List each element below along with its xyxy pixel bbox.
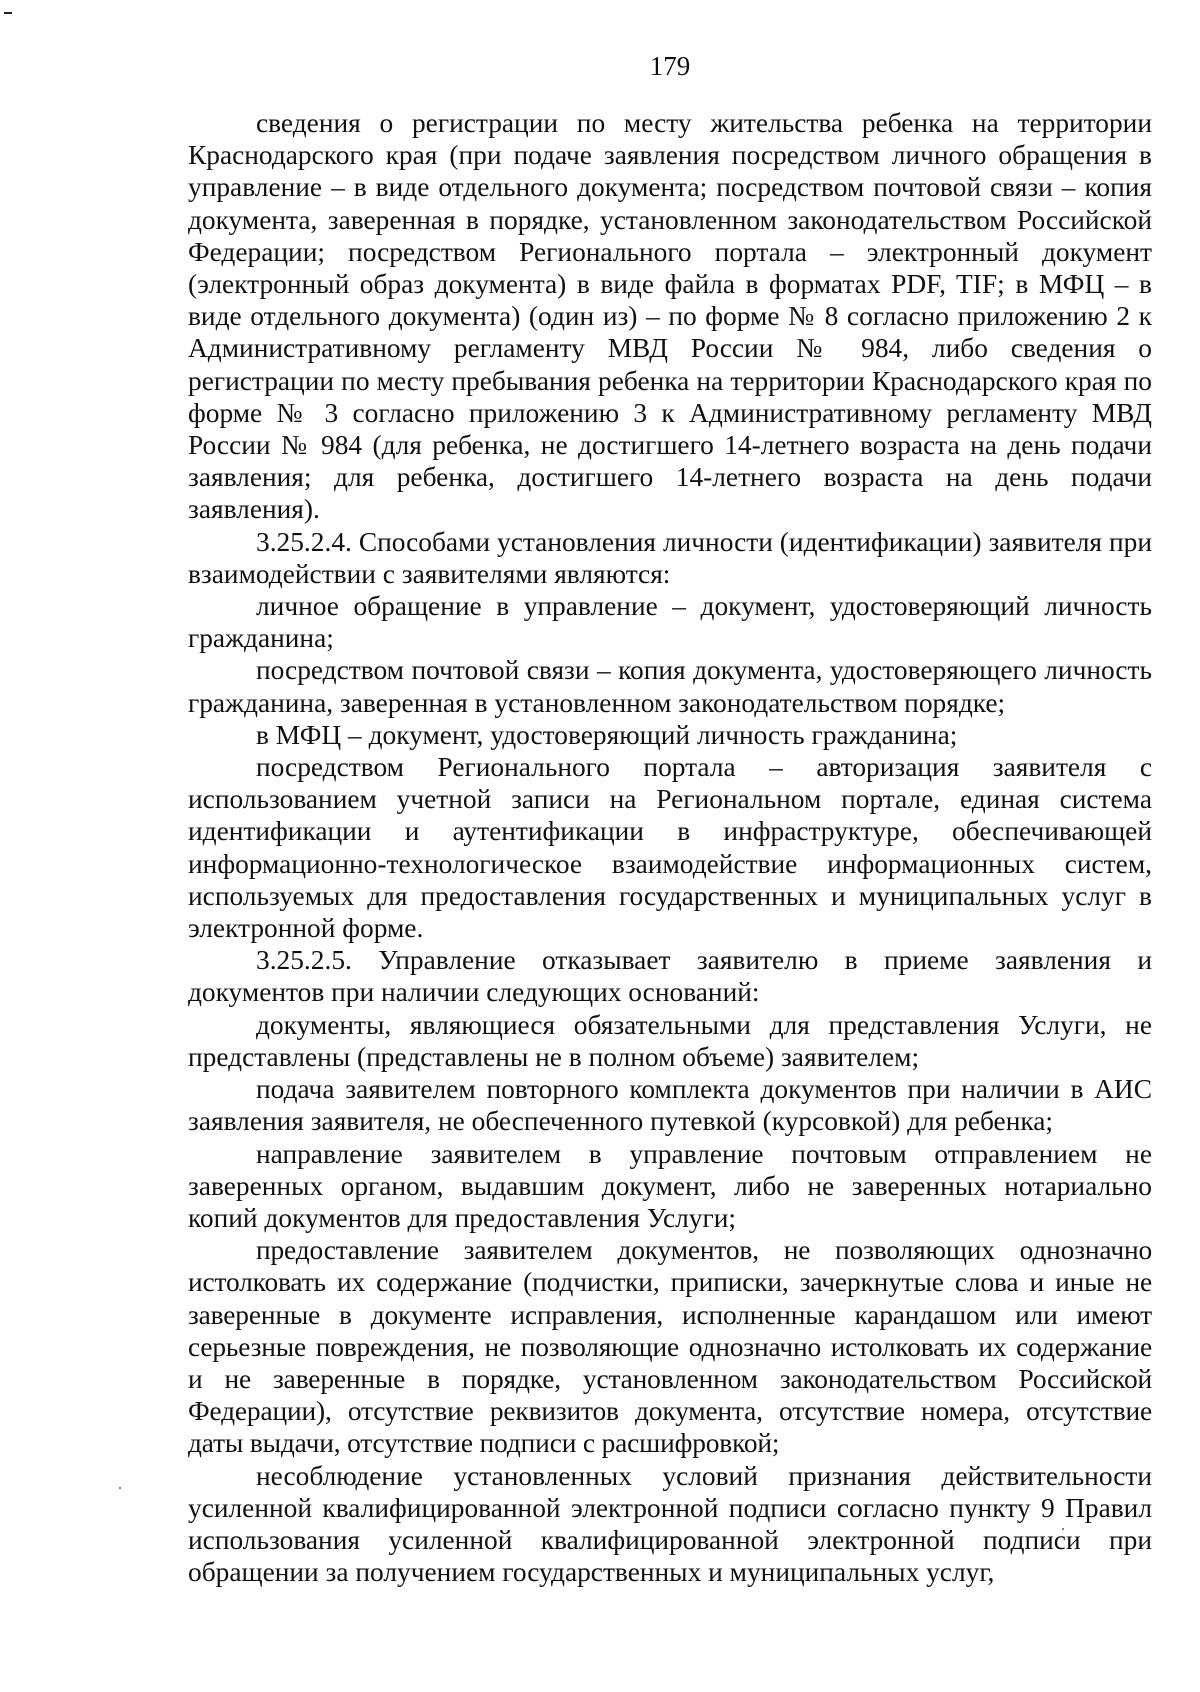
paragraph-postal: посредством почтовой связи – копия документа, удостоверяющего личность гражданина, заверенная в установленном законодательством порядке;: [188, 655, 1152, 718]
paragraph-uncertified-copies: направление заявителем в управление почтовым отправлением не заверенных органом, выдавшим документ, либо не заверенных нотариально копий документов для предоставления Услуги;: [188, 1138, 1152, 1233]
paragraph-electronic-signature: несоблюдение установленных условий признания действительности усиленной квалифицированной электронной подписи согласно пункту 9 Правил использования усиленной квалифицированной электронной подписи при обращении за получением государственных и муниципальных услуг,: [188, 1460, 1152, 1588]
paragraph-repeat-submission: подача заявителем повторного комплекта документов при наличии в АИС заявления заявителя, не обеспеченного путевкой (курсовкой) для ребенка;: [188, 1074, 1152, 1137]
paragraph-regional-portal: посредством Регионального портала – авторизация заявителя с использованием учетной записи на Региональном портале, единая система идентификации и аутентификации в инфраструктуре, обеспечивающей информационно-технологическое взаимодействие информационных систем, используемых для предоставления государственных и муниципальных услуг в электронной форме.: [188, 752, 1152, 944]
paragraph-identification-methods: 3.25.2.4. Способами установления личности (идентификации) заявителя при взаимодействии с заявителями являются:: [188, 526, 1152, 589]
scan-mark: [4, 12, 12, 14]
page-number: 179: [649, 51, 691, 81]
paragraph-missing-documents: документы, являющиеся обязательными для представления Услуги, не представлены (представлены не в полном объеме) заявителем;: [188, 1009, 1152, 1072]
paragraph-residence-registration: сведения о регистрации по месту жительства ребенка на территории Краснодарского края (при подаче заявления посредством личного обращения в управление – в виде отдельного документа; посредством почтовой связи – копия документа, заверенная в порядке, установленном законодательством Российской Федерации; посредством Регионального портала – электронный документ (электронный образ документа) в виде файла в форматах PDF, TIF; в МФЦ – в виде отдельного документа) (один из) – по форме № 8 согласно приложению 2 к Административному регламенту МВД России № 984, либо сведения о регистрации по месту пребывания ребенка на территории Краснодарского края по форме № 3 согласно приложению 3 к Административному регламенту МВД России № 984 (для ребенка, не достигшего 14-летнего возраста на день подачи заявления; для ребенка, достигшего 14-летнего возраста на день подачи заявления).: [188, 108, 1152, 525]
document-body: [188, 107, 1152, 1588]
scan-speck: [119, 1487, 121, 1489]
paragraph-ambiguous-documents: предоставление заявителем документов, не позволяющих однозначно истолковать их содержание (подчистки, приписки, зачеркнутые слова и иные не заверенные в документе исправления, исполненные карандашом или имеют серьезные повреждения, не позволяющие однозначно истолковать их содержание и не заверенные в порядке, установленном законодательством Российской Федерации), отсутствие реквизитов документа, отсутствие номера, отсутствие даты выдачи, отсутствие подписи с расшифровкой;: [188, 1235, 1152, 1459]
paragraph-mfc: в МФЦ – документ, удостоверяющий личность гражданина;: [256, 719, 958, 750]
paragraph-personal-appeal: личное обращение в управление – документ, удостоверяющий личность гражданина;: [188, 591, 1152, 654]
paragraph-refusal-grounds: 3.25.2.5. Управление отказывает заявителю в приеме заявления и документов при наличии следующих оснований:: [188, 945, 1152, 1008]
